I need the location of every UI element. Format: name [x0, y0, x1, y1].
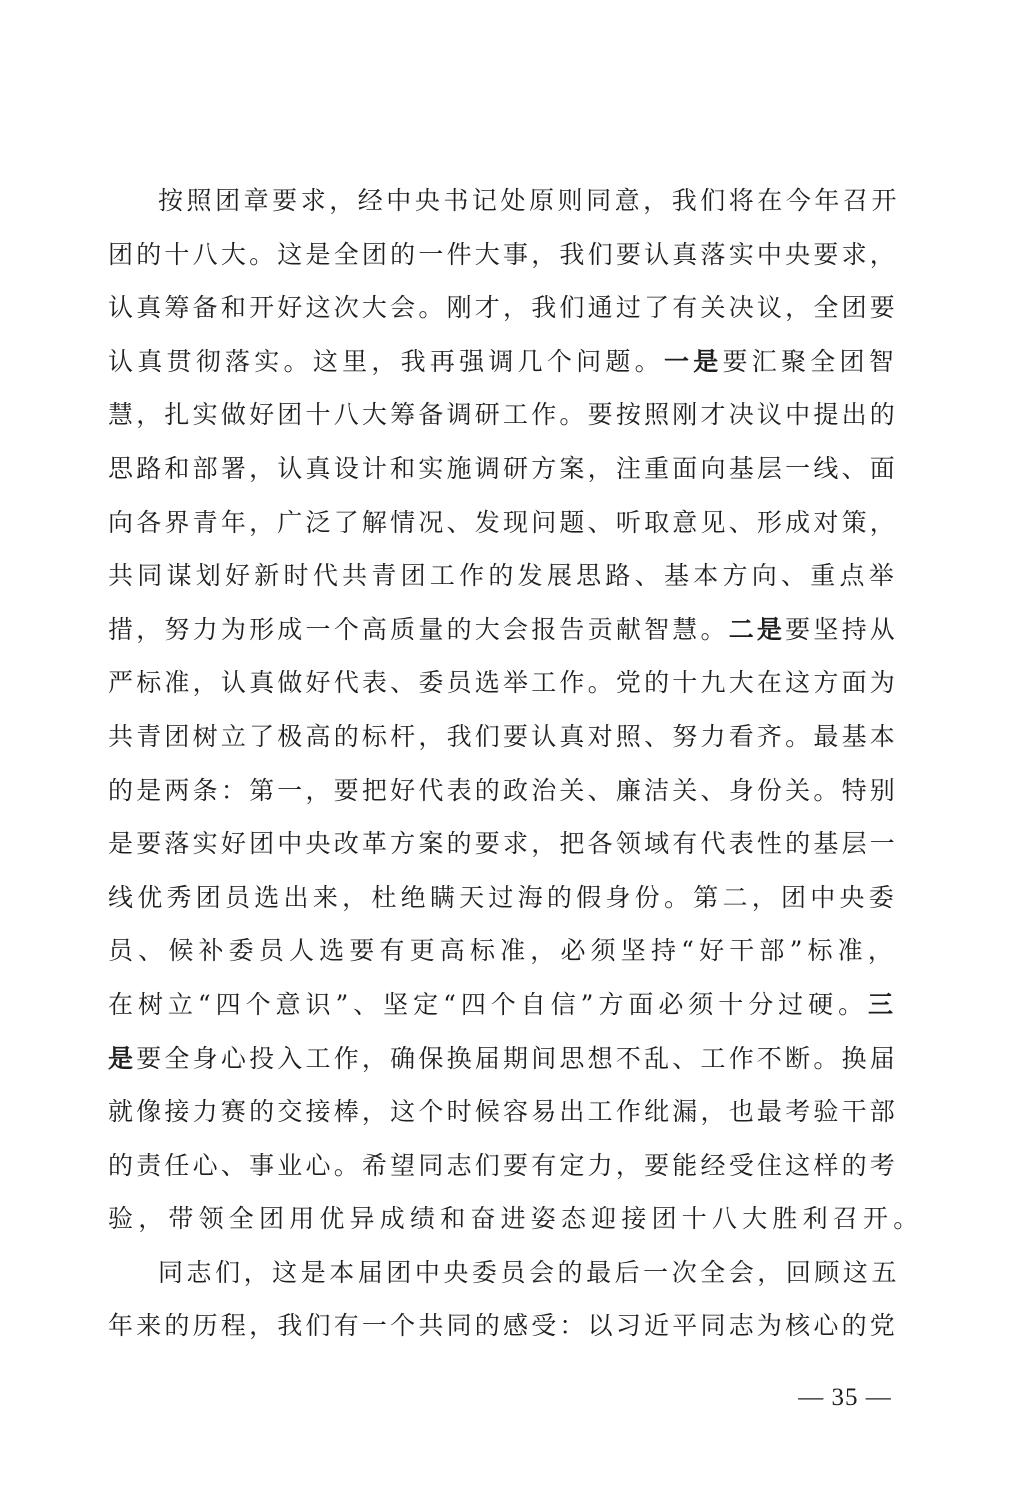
page-number: — 35 — [798, 1384, 892, 1411]
text-line [108, 1032, 898, 1086]
text-line [108, 978, 898, 1032]
text-segment: 严标准，认真做好代表、委员选举工作。党的十九大在这方面为 [108, 668, 898, 698]
text-line [108, 281, 898, 335]
emphasis-text: 是 [108, 1043, 137, 1073]
text-line [108, 710, 898, 764]
text-segment: 向各界青年，广泛了解情况、发现问题、听取意见、形成对策， [108, 507, 898, 537]
text-line [108, 442, 898, 496]
text-segment: 的是两条：第一，要把好代表的政治关、廉洁关、身份关。特别 [108, 775, 898, 805]
emphasis-text: 三 [868, 989, 899, 1019]
text-segment: 共同谋划好新时代共青团工作的发展思路、基本方向、重点举 [108, 561, 899, 591]
text-line [108, 1139, 898, 1193]
text-segment: 要汇聚全团智 [722, 346, 899, 376]
text-segment: 的责任心、事业心。希望同志们要有定力，要能经受住这样的考 [108, 1150, 898, 1180]
text-line [108, 1085, 898, 1139]
text-line [108, 388, 898, 442]
body-text [108, 174, 924, 1353]
text-segment: 团的十八大。这是全团的一件大事，我们要认真落实中央要求， [108, 239, 898, 269]
text-segment: 认真贯彻落实。这里，我再强调几个问题。 [108, 346, 664, 376]
text-line [108, 1299, 898, 1353]
text-segment: 线优秀团员选出来，杜绝瞒天过海的假身份。第二，团中央委 [108, 882, 899, 912]
text-line [108, 924, 898, 978]
text-line [108, 871, 898, 925]
text-line [108, 549, 898, 603]
text-line [108, 228, 898, 282]
text-segment: 共青团树立了极高的标杆，我们要认真对照、努力看齐。最基本 [108, 721, 898, 751]
text-line [108, 335, 898, 389]
text-segment: 要坚持从 [785, 614, 899, 644]
text-segment: 就像接力赛的交接棒，这个时候容易出工作纰漏，也最考验干部 [108, 1097, 898, 1127]
text-line [108, 764, 898, 818]
text-line [108, 603, 898, 657]
emphasis-text: 一是 [663, 346, 723, 376]
text-segment: 思路和部署，认真设计和实施调研方案，注重面向基层一线、面 [108, 453, 898, 483]
text-line [108, 656, 898, 710]
text-line [108, 1192, 924, 1246]
text-segment: 年来的历程，我们有一个共同的感受：以习近平同志为核心的党 [108, 1311, 898, 1341]
text-segment: 要全身心投入工作，确保换届期间思想不乱、工作不断。换届 [136, 1043, 898, 1073]
text-segment: 按照团章要求，经中央书记处原则同意，我们将在今年召开 [158, 186, 898, 215]
paragraph [108, 174, 924, 1246]
text-segment: 认真筹备和开好这次大会。刚才，我们通过了有关决议，全团要 [108, 293, 898, 323]
text-segment: 是要落实好团中央改革方案的要求，把各领域有代表性的基层一 [108, 829, 898, 859]
text-line [108, 496, 898, 550]
paragraph [108, 1246, 898, 1353]
text-segment: 验，带领全团用优异成绩和奋进姿态迎接团十八大胜利召开。 [108, 1204, 924, 1234]
text-line [108, 1246, 898, 1300]
text-segment: 员、候补委员人选要有更高标准，必须坚持“好干部”标准， [108, 936, 898, 966]
emphasis-text: 二是 [728, 614, 786, 644]
text-segment: 慧，扎实做好团十八大筹备调研工作。要按照刚才决议中提出的 [108, 400, 898, 430]
text-segment: 同志们，这是本届团中央委员会的最后一次全会，回顾这五 [158, 1257, 898, 1287]
text-segment: 措，努力为形成一个高质量的大会报告贡献智慧。 [108, 614, 729, 644]
text-segment: 在树立“四个意识”、坚定“四个自信”方面必须十分过硬。 [108, 989, 869, 1019]
text-line [108, 174, 898, 228]
text-line [108, 817, 898, 871]
